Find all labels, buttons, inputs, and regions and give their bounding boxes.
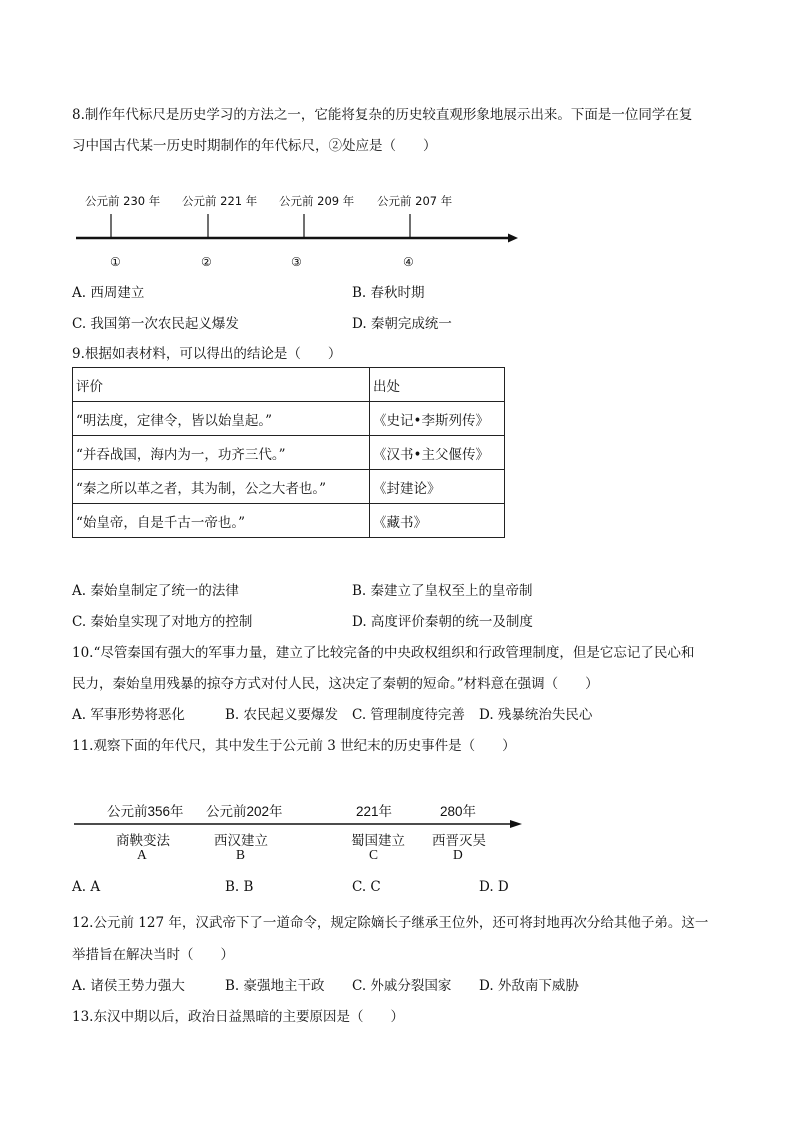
q8-timeline-label-3: 公元前 209 年: [279, 194, 355, 208]
q12-option-c: C. 外戚分裂国家: [352, 978, 452, 994]
q10-option-a: A. 军事形势将恶化: [72, 707, 185, 723]
q8-stem-line2: 习中国古代某一历史时期制作的年代标尺，②处应是（ ）: [72, 138, 437, 154]
q9-option-a: A. 秦始皇制定了统一的法律: [72, 583, 239, 599]
q11-letter-b: B: [236, 847, 246, 862]
q9-source-table: [72, 367, 505, 538]
q9-stem: 9.根据如表材料，可以得出的结论是（ ）: [72, 346, 342, 362]
table-cell-source: 《封建论》: [370, 470, 505, 504]
q12-stem-line1: 12.公元前 127 年，汉武帝下了一道命令，规定除嫡长子继承王位外，还可将封地再次分给其他子弟。这一: [72, 915, 709, 931]
q9-option-d: D. 高度评价秦朝的统一及制度: [352, 614, 533, 630]
table-row: [73, 436, 505, 470]
q10-option-b: B. 农民起义要爆发: [225, 707, 339, 723]
q8-option-b: B. 春秋时期: [352, 285, 425, 301]
q9-option-b: B. 秦建立了皇权至上的皇帝制: [352, 583, 533, 599]
q11-option-b: B. B: [225, 879, 254, 895]
q8-timeline-mark-4: ④: [403, 255, 414, 269]
q11-axis-arrow: [510, 820, 522, 828]
table-header-row: [73, 368, 505, 402]
q8-timeline-label-2: 公元前 221 年: [182, 194, 258, 208]
q12-option-b: B. 豪强地主干政: [225, 978, 325, 994]
table-header-source: 出处: [370, 368, 505, 402]
q12-option-a: A. 诸侯王势力强大: [72, 978, 185, 994]
q8-timeline-label-1: 公元前 230 年: [85, 194, 161, 208]
table-cell-quote: “并吞战国，海内为一，功齐三代。”: [73, 436, 370, 470]
q8-stem-line1: 8.制作年代标尺是历史学习的方法之一，它能将复杂的历史较直观形象地展示出来。下面是一位同学在复: [72, 107, 693, 123]
q8-option-c: C. 我国第一次农民起义爆发: [72, 316, 239, 332]
table-header-evaluation: 评价: [73, 368, 370, 402]
q13-stem: 13.东汉中期以后，政治日益黑暗的主要原因是（ ）: [72, 1009, 404, 1025]
q8-timeline-mark-2: ②: [201, 255, 212, 269]
q11-year-1: 公元前356年: [107, 804, 184, 819]
q11-event-3: 蜀国建立: [351, 833, 405, 848]
q8-axis-arrow: [508, 234, 518, 243]
q11-year-2: 公元前202年: [206, 804, 283, 819]
q12-stem-line2: 举措旨在解决当时（ ）: [72, 947, 234, 963]
table-cell-quote: “秦之所以革之者，其为制，公之大者也。”: [73, 470, 370, 504]
q8-timeline-axis: [70, 208, 530, 248]
q8-timeline-mark-1: ①: [110, 255, 121, 269]
q11-letter-d: D: [453, 847, 463, 862]
table-row: [73, 470, 505, 504]
q11-letter-c: C: [369, 847, 379, 862]
table-row: [73, 402, 505, 436]
q11-year-4: 280年: [440, 804, 477, 819]
q11-event-1: 商鞅变法: [116, 833, 170, 848]
table-cell-quote: “始皇帝，自是千古一帝也。”: [73, 504, 370, 538]
table-cell-source: 《史记•李斯列传》: [370, 402, 505, 436]
q10-stem-line2: 民力，秦始皇用残暴的掠夺方式对付人民，这决定了秦朝的短命。”材料意在强调（ ）: [72, 676, 599, 692]
q11-event-2: 西汉建立: [214, 833, 268, 848]
q11-event-4: 西晋灭吴: [432, 833, 486, 848]
q10-stem-line1: 10.“尽管秦国有强大的军事力量，建立了比较完备的中央政权组织和行政管理制度，但是它忘记了民心和: [72, 645, 695, 661]
q10-option-d: D. 残暴统治失民心: [479, 707, 593, 723]
q8-timeline-mark-3: ③: [291, 255, 302, 269]
q11-option-d: D. D: [479, 879, 509, 895]
q12-option-d: D. 外敌南下威胁: [479, 978, 579, 994]
q10-option-c: C. 管理制度待完善: [352, 707, 465, 723]
q8-option-d: D. 秦朝完成统一: [352, 316, 452, 332]
table-cell-source: 《藏书》: [370, 504, 505, 538]
q11-year-3: 221年: [356, 804, 393, 819]
q11-letter-a: A: [137, 847, 147, 862]
q11-option-a: A. A: [72, 879, 101, 895]
table-cell-quote: “明法度，定律令，皆以始皇起。”: [73, 402, 370, 436]
table-cell-source: 《汉书•主父偃传》: [370, 436, 505, 470]
q8-option-a: A. 西周建立: [72, 285, 145, 301]
q9-option-c: C. 秦始皇实现了对地方的控制: [72, 614, 253, 630]
q11-option-c: C. C: [352, 879, 381, 895]
table-row: [73, 504, 505, 538]
q8-timeline-label-4: 公元前 207 年: [377, 194, 453, 208]
q11-stem: 11.观察下面的年代尺，其中发生于公元前 3 世纪末的历史事件是（ ）: [72, 738, 516, 754]
